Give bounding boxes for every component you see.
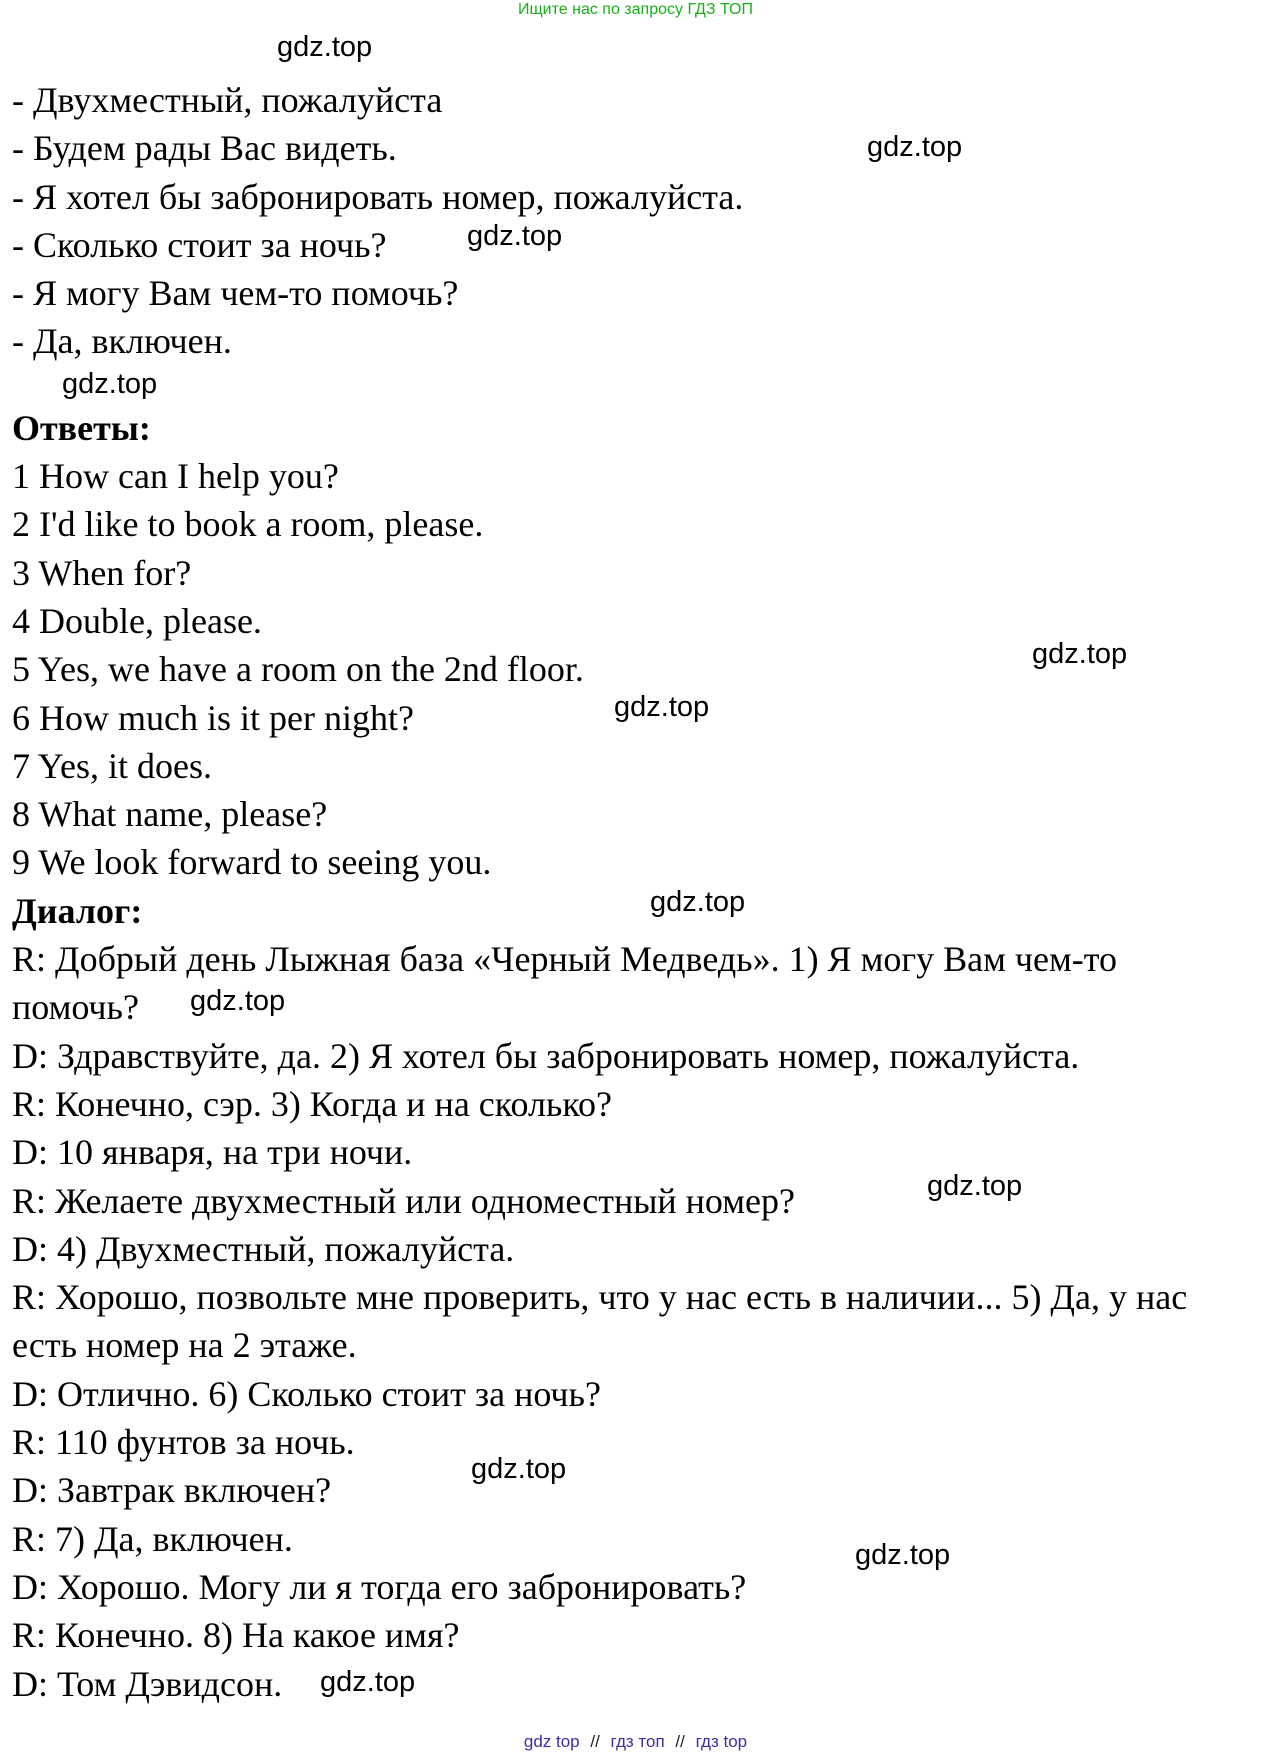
footer-link[interactable]: гдз top <box>695 1732 748 1751</box>
dialog-line: R: 110 фунтов за ночь. <box>12 1422 355 1463</box>
watermark: gdz.top <box>467 220 563 252</box>
dialog-line: D: Завтрак включен? <box>12 1470 332 1511</box>
watermark: gdz.top <box>855 1539 951 1571</box>
answer-line: 7 Yes, it does. <box>12 745 213 786</box>
dialog-line: D: 4) Двухместный, пожалуйста. <box>12 1228 515 1269</box>
footer-link[interactable]: гдз топ <box>610 1732 665 1751</box>
watermark: gdz.top <box>190 985 286 1017</box>
answers-heading: Ответы: <box>12 407 151 448</box>
dialog-line: R: Конечно, сэр. 3) Когда и на сколько? <box>12 1083 612 1124</box>
watermark: gdz.top <box>320 1666 416 1698</box>
answer-line: 5 Yes, we have a room on the 2nd floor. <box>12 649 584 690</box>
phrase-line: - Да, включен. <box>12 321 232 362</box>
dialog-line: D: Отлично. 6) Сколько стоит за ночь? <box>12 1373 601 1414</box>
footer-link[interactable]: gdz top <box>523 1732 580 1751</box>
phrase-line: - Я хотел бы забронировать номер, пожалуйста. <box>12 176 744 217</box>
dialog-line: D: Хорошо. Могу ли я тогда его забронировать? <box>12 1566 747 1607</box>
footer-separator: // <box>675 1732 685 1751</box>
phrase-line: - Двухместный, пожалуйста <box>12 80 443 120</box>
document-body <box>12 76 1252 1708</box>
phrase-line: - Сколько стоит за ночь? <box>12 224 387 265</box>
watermark: gdz.top <box>867 131 963 163</box>
watermark: gdz.top <box>614 691 710 723</box>
dialog-line: D: Здравствуйте, да. 2) Я хотел бы забронировать номер, пожалуйста. <box>12 1035 1080 1076</box>
answer-line: 8 What name, please? <box>12 794 328 835</box>
dialog-line: D: Том Дэвидсон. <box>12 1663 283 1704</box>
footer-separator: // <box>590 1732 600 1751</box>
watermark: gdz.top <box>927 1170 1023 1202</box>
answer-line: 6 How much is it per night? <box>12 697 414 738</box>
watermark: gdz.top <box>650 886 746 918</box>
search-banner: Ищите нас по запросу ГДЗ ТОП <box>518 1 753 18</box>
answer-line: 4 Double, please. <box>12 600 262 641</box>
phrase-line: - Я могу Вам чем-то помочь? <box>12 273 459 314</box>
dialog-line: R: 7) Да, включен. <box>12 1518 293 1559</box>
watermark: gdz.top <box>62 368 158 400</box>
watermark: gdz.top <box>1032 638 1128 670</box>
dialog-heading: Диалог: <box>12 890 143 931</box>
answer-line: 2 I'd like to book a room, please. <box>12 504 484 545</box>
footer-links <box>0 1732 1271 1752</box>
watermark: gdz.top <box>277 31 373 63</box>
dialog-line: R: Желаете двухместный или одноместный номер? <box>12 1180 795 1221</box>
answer-line: 3 When for? <box>12 552 192 593</box>
dialog-line: R: Хорошо, позвольте мне проверить, что у нас есть в наличии... 5) Да, у нас есть номер на 2 этаже. <box>12 1277 1188 1366</box>
answer-line: 9 We look forward to seeing you. <box>12 842 492 883</box>
dialog-line: R: Конечно. 8) На какое имя? <box>12 1615 460 1656</box>
watermark: gdz.top <box>471 1453 567 1485</box>
answer-line: 1 How can I help you? <box>12 456 339 497</box>
dialog-line: D: 10 января, на три ночи. <box>12 1132 413 1173</box>
phrase-line: - Будем рады Вас видеть. <box>12 128 397 169</box>
dialog-line: R: Добрый день Лыжная база «Черный Медведь». 1) Я могу Вам чем-то помочь? <box>12 939 1117 1028</box>
